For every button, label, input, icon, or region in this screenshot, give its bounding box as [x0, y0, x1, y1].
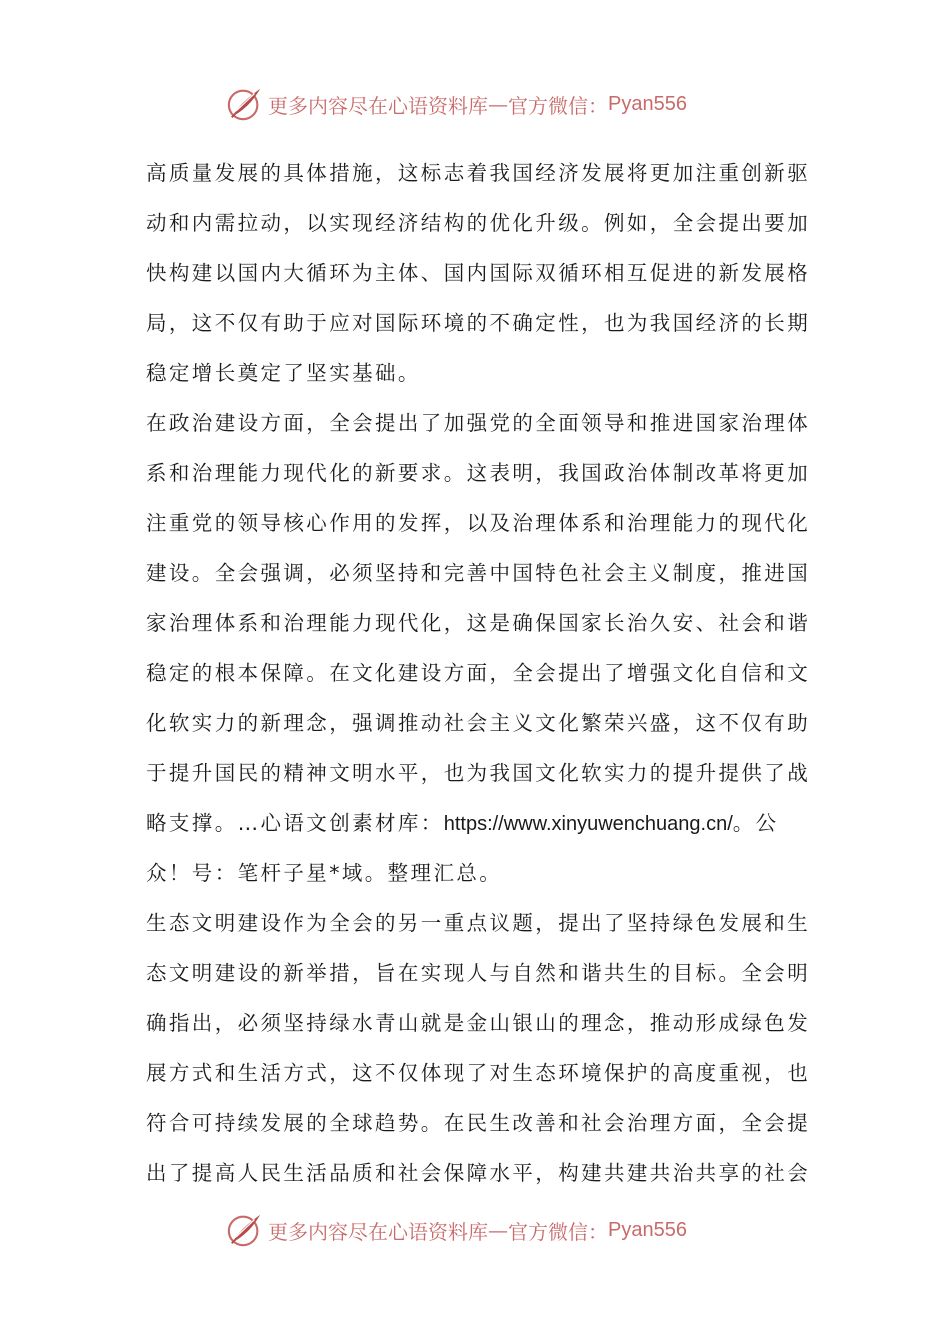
footer-banner	[226, 1210, 687, 1250]
text-line: 系和治理能力现代化的新要求。这表明，我国政治体制改革将更加	[146, 461, 811, 485]
text-line: 动和内需拉动，以实现经济结构的优化升级。例如，全会提出要加	[146, 211, 811, 235]
text-line: 于提升国民的精神文明水平，也为我国文化软实力的提升提供了战	[146, 761, 811, 785]
text-line: 快构建以国内大循环为主体、国内国际双循环相互促进的新发展格	[146, 261, 811, 285]
paragraph-economy	[146, 148, 811, 398]
text-line: 家治理体系和治理能力现代化，这是确保国家长治久安、社会和谐	[146, 611, 811, 635]
website-link[interactable]: https://www.xinyuwenchuang.cn/	[443, 813, 733, 835]
text-line-with-link	[146, 798, 806, 848]
text-line: 稳定增长奠定了坚实基础。	[146, 361, 421, 385]
text-line: 生态文明建设作为全会的另一重点议题，提出了坚持绿色发展和生	[146, 911, 811, 935]
text-line: 在政治建设方面，全会提出了加强党的全面领导和推进国家治理体	[146, 411, 811, 435]
link-suffix-text: 。公	[732, 811, 779, 835]
text-line: 展方式和生活方式，这不仅体现了对生态环境保护的高度重视，也	[146, 1061, 811, 1085]
text-line: 注重党的领导核心作用的发挥，以及治理体系和治理能力的现代化	[146, 511, 811, 535]
document-body	[146, 148, 811, 1198]
paragraph-ecology	[146, 898, 811, 1198]
footer-wechat-id: Pyan556	[608, 1218, 687, 1241]
footer-brand-text: 更多内容尽在心语资料库	[268, 1219, 488, 1244]
header-banner	[226, 84, 687, 124]
header-separator: —	[488, 92, 508, 116]
text-line: 建设。全会强调，必须坚持和完善中国特色社会主义制度，推进国	[146, 561, 811, 585]
quill-logo-icon	[226, 1211, 264, 1249]
quill-logo-icon	[226, 85, 264, 123]
text-line: 化软实力的新理念，强调推动社会主义文化繁荣兴盛，这不仅有助	[146, 711, 811, 735]
header-wechat-id: Pyan556	[608, 92, 687, 115]
paragraph-politics-culture	[146, 398, 811, 898]
text-line: 稳定的根本保障。在文化建设方面，全会提出了增强文化自信和文	[146, 661, 811, 685]
text-line: 出了提高人民生活品质和社会保障水平，构建共建共治共享的社会	[146, 1161, 811, 1185]
text-line: 高质量发展的具体措施，这标志着我国经济发展将更加注重创新驱	[146, 161, 811, 185]
text-line: 确指出，必须坚持绿水青山就是金山银山的理念，推动形成绿色发	[146, 1011, 811, 1035]
footer-separator: —	[488, 1218, 508, 1242]
link-prefix-text: 略支撑。…心语文创素材库：	[146, 811, 444, 835]
header-brand-text: 更多内容尽在心语资料库	[268, 93, 488, 118]
text-line: 态文明建设的新举措，旨在实现人与自然和谐共生的目标。全会明	[146, 961, 811, 985]
text-line: 众！号：笔杆子星*域。整理汇总。	[146, 861, 503, 885]
footer-wechat-label: 官方微信：	[508, 1219, 608, 1244]
text-line: 符合可持续发展的全球趋势。在民生改善和社会治理方面，全会提	[146, 1111, 811, 1135]
text-line: 局，这不仅有助于应对国际环境的不确定性，也为我国经济的长期	[146, 311, 811, 335]
header-wechat-label: 官方微信：	[508, 93, 608, 118]
